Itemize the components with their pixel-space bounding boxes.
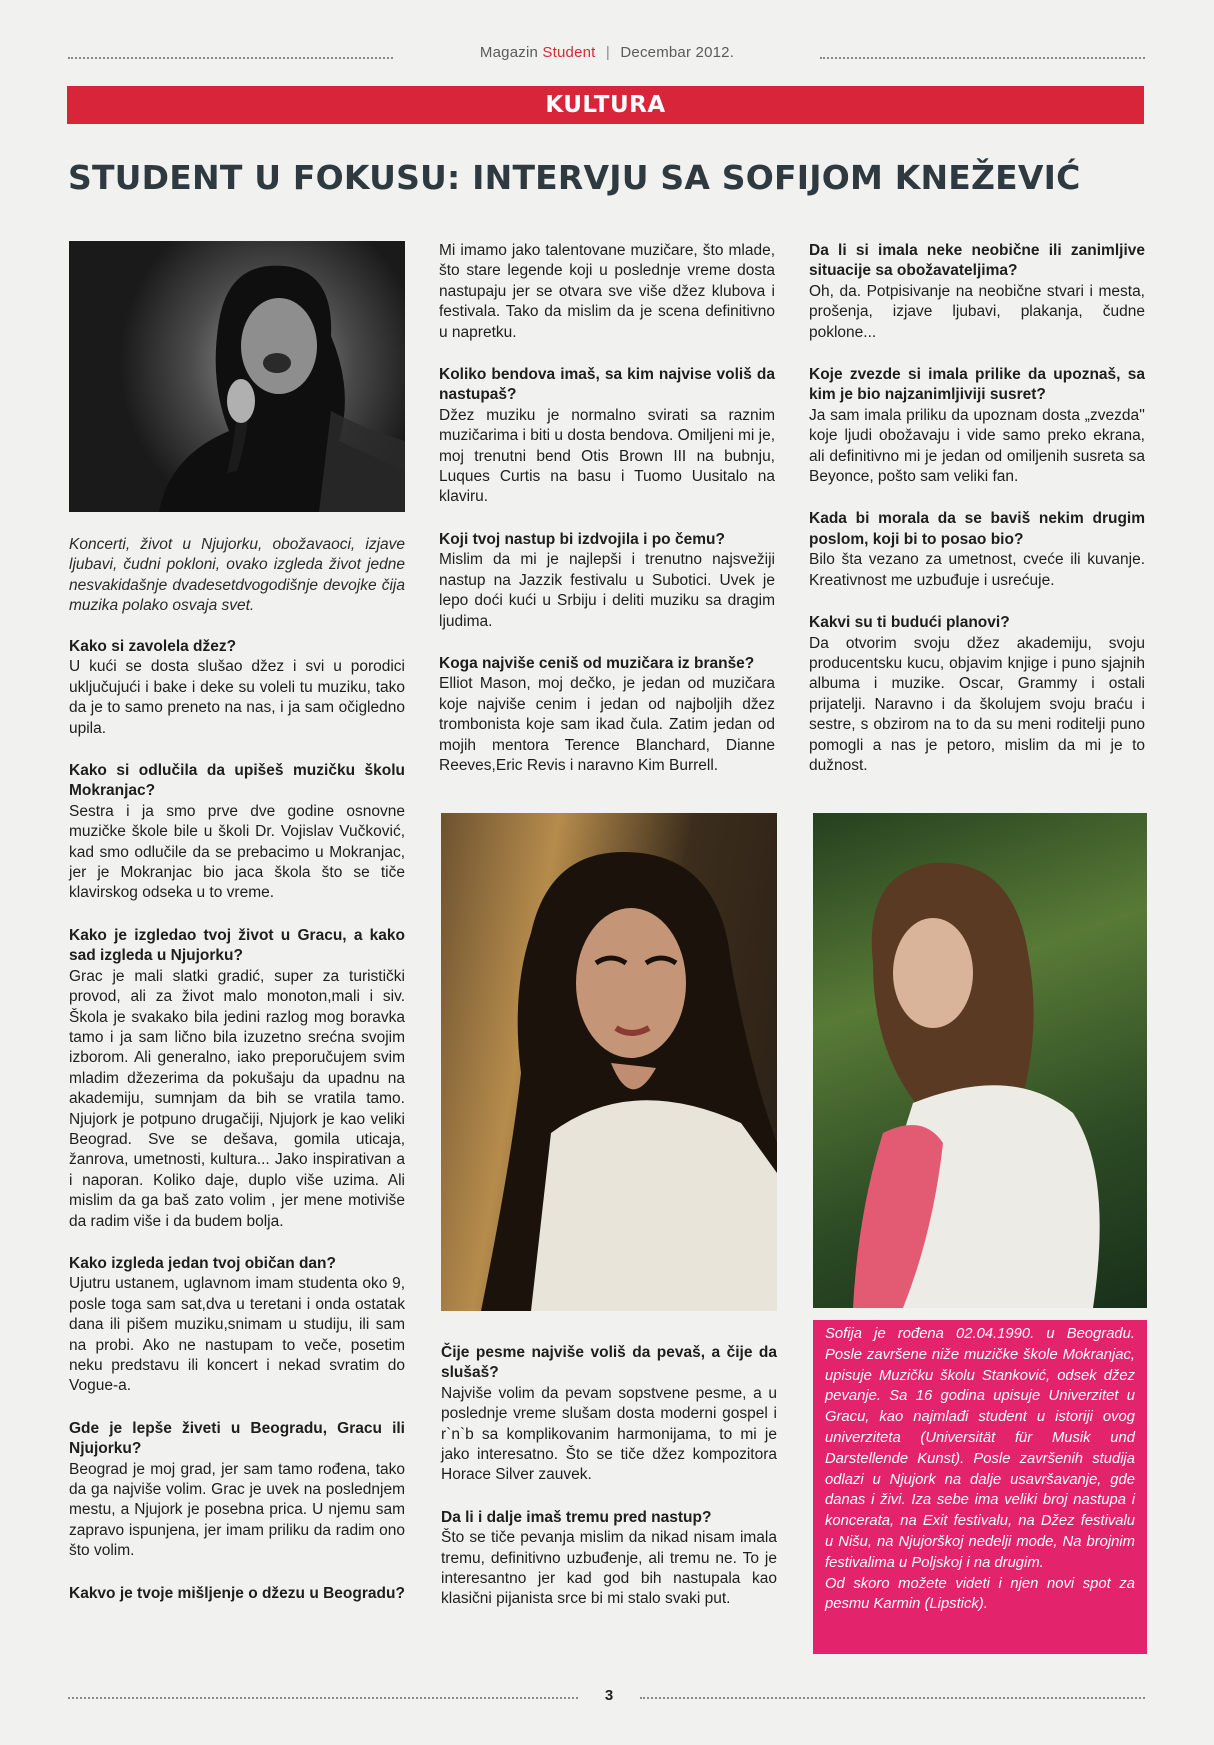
question: Kakvi su ti budući planovi? [809,614,1010,632]
article-lead: Koncerti, život u Njujorku, obožavaoci, izjave ljubavi, čudni pokloni, ovako izgleda život jedne nesvakidašnje dvadesetdvogodišnje devojke čija muzika polako osvaja svet. [69,536,405,615]
photo-portrait-curly-hair [813,813,1147,1308]
footer-rule-left [68,1697,578,1699]
header-rule-left [68,57,393,59]
answer: U kući se dosta slušao džez i svi u porodici uključujući i bake i deke su voleli tu muziku, tako da je to samo preneto na nas, i ja sam očigledno upila. [69,658,405,737]
question: Kako si zavolela džez? [69,638,237,655]
magazine-name: Magazin [479,44,539,61]
singer-silhouette [69,241,405,512]
issue-date: Decembar 2012. [620,44,735,61]
answer: Džez muziku je normalno svirati sa raznim muzičarima i biti u dosta bendova. Omiljeni mi je, moj trenutni bend Otis Brown III na bubnju, Luques Curtis na basu i Tuomo Uusitalo na klaviru. [439,406,775,506]
section-bar: KULTURA [67,86,1144,124]
question: Kako je izgledao tvoj život u Gracu, a kako sad izgleda u Njujorku? [69,926,405,965]
answer: Mislim da mi je najlepši i trenutno najsvežiji nastup na Jazzik festivalu u Subotici. Uvek je lepo doći kući u Srbiju i deliti muziku sa dragim ljudima. [439,551,775,630]
portrait-illustration [441,813,777,1311]
header-separator: | [605,44,610,61]
question: Kakvo je tvoje mišljenje o džezu u Beogradu? [69,1584,405,1602]
answer: Što se tiče pevanja mislim da nikad nisam imala tremu, definitivno uzbuđenje, ali tremu ne. To je interesantno jer kad god bih nastupala kao klasični pijanista srce bi mi stalo svaki put. [441,1529,777,1608]
question: Koga najviše ceniš od muzičara iz branše? [439,654,755,672]
question: Kako izgleda jedan tvoj običan dan? [69,1254,336,1272]
bio-box [813,1320,1147,1654]
bio-text: Sofija je rođena 02.04.1990. u Beogradu. Posle završene niže muzičke škole Mokranjac, upisuje Muzičku školu Stanković, odsek džez pevanje. Sa 16 godina upisuje Univerzitet u Gracu, kao najmlađi student u istoriji ovog univerziteta (Universität für Musik und Darstellende Kunst). Posle završenih studija odlazi u Njujork na dalje usavršavanje, gde danas i živi. Iza sebe ima veliki broj nastupa i koncerata, na Exit festivalu, na Džez festivalu u Nišu, na Njujorškoj nedelji mode, Na brojnim festivalima u Poljskoj i na drugim. [825,1326,1135,1571]
photo-portrait-dark-hair [441,813,777,1311]
answer-continued: Mi imamo jako talentovane muzičare, što mlade, što stare legende koji u poslednje vreme dosta nastupaju jer se otvara sve više džez klubova i festivala. Tako da mislim da je scena definitivno u napretku. [439,242,775,341]
answer: Oh, da. Potpisivanje na neobične stvari i mesta, prošenja, izjave ljubavi, plakanja, čudne poklone... [809,282,1145,341]
page-number: 3 [604,1687,614,1704]
question: Koje zvezde si imala prilike da upoznaš, sa kim je bio najzanimljiviji susret? [809,366,1145,404]
column-2 [439,241,775,776]
column-1 [69,637,405,1604]
answer: Beograd je moj grad, jer sam tamo rođena, tako da ga najviše volim. Grac je uvek na poslednjem mestu, a Njujork je posebna prica. U njemu sam zapravo ispunjena, jer imam priliku da radim ono što volim. [69,1460,405,1560]
running-header [400,44,814,61]
footer-rule-right [640,1697,1145,1699]
photo-singing [69,241,405,512]
answer: Ujutru ustanem, uglavnom imam studenta oko 9, posle toga sam sat,dva u teretani i onda ostatak dana ili pišem muziku,snimam u studiju, ili sam na probi. Ako ne nastupam to veče, posetim neku predstavu ili koncert i nekad svratim do Vogue-a. [69,1275,405,1395]
bio-extra: Od skoro možete videti i njen novi spot za pesmu Karmin (Lipstick). [825,1575,1135,1613]
answer: Najviše volim da pevam sopstvene pesme, a u poslednje vreme slušam dosta moderni gospel i r`n`b sa komplikovanim harmonijama, to mi je jako interesatno. Što se tiče džez kompozitora Horace Silver zauvek. [441,1384,777,1484]
question: Čije pesme najviše voliš da pevaš, a čije da slušaš? [441,1344,777,1382]
answer: Ja sam imala priliku da upoznam dosta „zvezda'' koje ljudi obožavaju i vide samo preko ekrana, ali definitivno mi je jedan od omiljenih susreta sa Beyonce, pošto sam veliki fan. [809,406,1145,486]
answer: Grac je mali slatki gradić, super za turistički provod, ali za život malo monoton,mali i siv. Škola je svakako bila jedini razlog mog boravka tamo i ja sam lično bila izuzetno srećna svojim izborom. Ali generalno, iako preporučujem svim mladim džezerima da pokušaju da upadnu na akademiju, sumnjam da bih se vratila tamo. Njujork je potpuno drugačiji, Njujork je kao veliki Beograd. Sve se dešava, gomila uticaja, žanrova, umetnosti, kultura... Jako inspirativan a i naporan. Koliko daje, duplo više uzima. Ali mislim da ga baš zato volim , jer mene motiviše da radim više i da budem bolja. [69,967,405,1230]
answer: Sestra i ja smo prve dve godine osnovne muzičke škole bile u školi Dr. Vojislav Vučković, kad smo odlučile da se prebacimo u Mokranjac, jer je Mokranjac bio jaca škola što se tiče klavirskog odseka u to vreme. [69,802,405,902]
question: Kada bi morala da se baviš nekim drugim poslom, koji bi to posao bio? [809,510,1145,548]
column-3 [809,241,1145,776]
answer: Bilo šta vezano za umetnost, cveće ili kuvanje. Kreativnost me uzbuđuje i usrećuje. [809,551,1145,589]
column-2-lower [441,1343,777,1610]
answer: Da otvorim svoju džez akademiju, svoju producentsku kucu, objavim knjige i puno sjajnih albuma i muzike. Oscar, Grammy i ostali prijatelji. Naravno i da školujem svoju braću i sestre, s obzirom na to da su meni roditelji puno pomogli a nas je petoro, mislim da mi je to dužnost. [809,634,1145,774]
answer: Elliot Mason, moj dečko, je jedan od muzičara koje najviše cenim i jedan od najboljih džez trombonista koje sam ikad čula. Zatim jedan od mojih mentora Terence Blanchard, Dianne Reeves,Eric Revis i naravno Kim Burrell. [439,675,775,774]
header-rule-right [820,57,1145,59]
portrait-illustration [813,813,1147,1308]
question: Koliko bendova imaš, sa kim najvise voliš da nastupaš? [439,366,775,404]
magazine-brand: Student [542,44,596,61]
article-title: STUDENT U FOKUSU: INTERVJU SA SOFIJOM KNEŽEVIĆ [68,158,1081,197]
question: Da li i dalje imaš tremu pred nastup? [441,1508,712,1526]
question: Gde je lepše živeti u Beogradu, Gracu ili Njujorku? [69,1419,405,1458]
question: Koji tvoj nastup bi izdvojila i po čemu? [439,530,725,548]
question: Kako si odlučila da upišeš muzičku školu Mokranjac? [69,762,405,800]
question: Da li si imala neke neobične ili zanimljive situacije sa obožavateljima? [809,242,1145,280]
